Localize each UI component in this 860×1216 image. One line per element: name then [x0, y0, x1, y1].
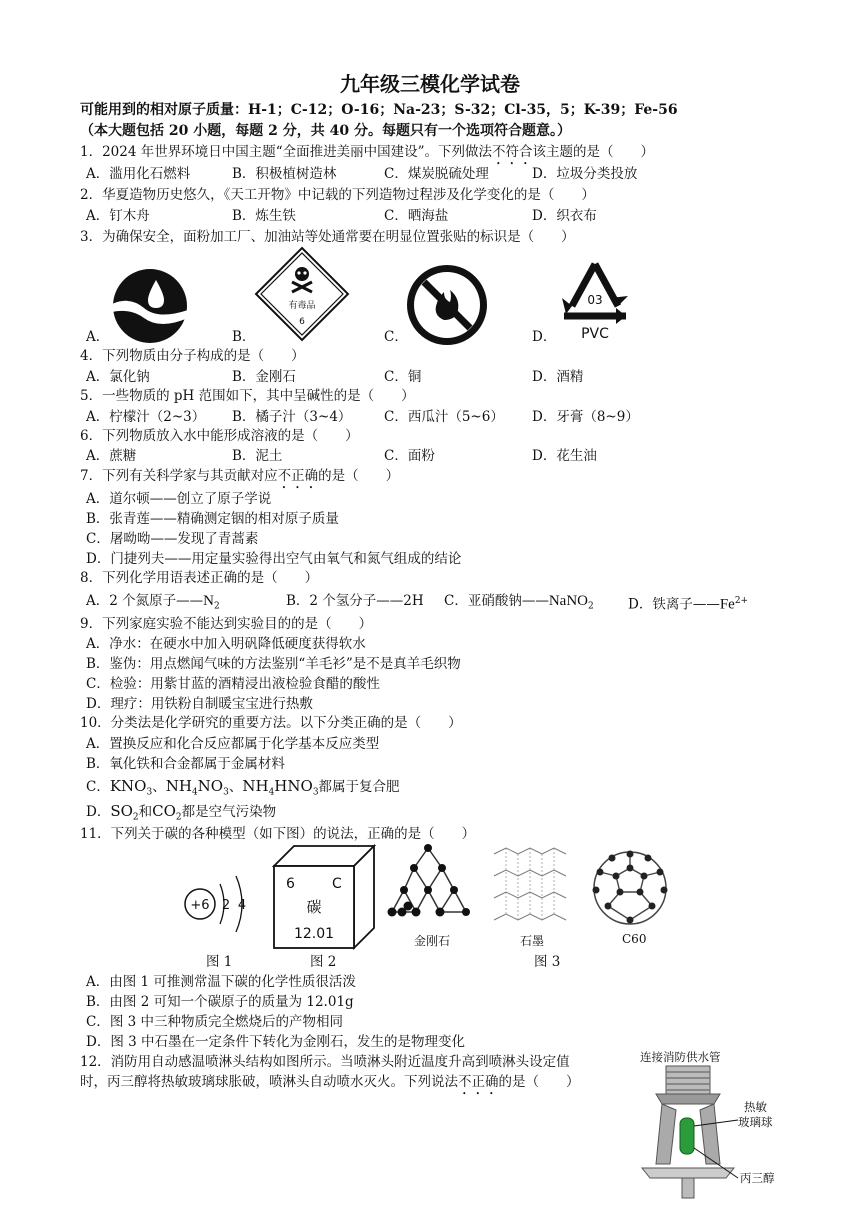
q4-option-d[interactable]: D．酒精 — [532, 369, 584, 385]
q11-option-c[interactable]: C．图 3 中三种物质完全燃烧后的产物相同 — [86, 1014, 344, 1030]
q6-option-a[interactable]: A．蔗糖 — [86, 448, 137, 464]
q9-option-c[interactable]: C．检验：用紫甘蓝的酒精浸出液检验食醋的酸性 — [86, 676, 380, 692]
graphite-label: 石墨 — [520, 934, 545, 948]
glass-ball-label-2: 玻璃球 — [738, 1115, 773, 1129]
q5-option-d[interactable]: D．牙膏（8~9） — [532, 409, 639, 425]
q3-option-d[interactable]: D． — [532, 329, 557, 345]
cell-atomic-number: 6 — [286, 876, 295, 892]
q4-option-a[interactable]: A．氯化钠 — [86, 369, 150, 385]
question-3: 3．为确保安全，面粉加工厂、加油站等处通常要在明显位置张贴的标识是（ ） — [80, 229, 575, 245]
q2-option-a[interactable]: A．钉木舟 — [86, 208, 150, 224]
sprinkler-pipe-label: 连接消防供水管 — [640, 1050, 721, 1064]
q1-option-b[interactable]: B．积极植树造林 — [232, 166, 337, 182]
recycle-number: 03 — [587, 293, 603, 307]
q2-option-d[interactable]: D．织衣布 — [532, 208, 597, 224]
q8-option-d[interactable]: D．铁离子$——Fe^{2+}$ — [628, 596, 749, 613]
q2-option-c[interactable]: C．晒海盐 — [384, 208, 449, 224]
periodic-table-cell-diagram — [270, 842, 378, 952]
q1-option-c[interactable]: C．煤炭脱硫处理 — [384, 166, 489, 182]
q8-option-c[interactable]: C．亚硝酸钠——NaNO$_2$ — [444, 593, 594, 612]
question-5: 5．一些物质的 pH 范围如下，其中呈碱性的是（ ） — [80, 388, 415, 404]
cell-atomic-mass: 12.01 — [293, 926, 335, 942]
q5-option-a[interactable]: A．柠檬汁（2~3） — [86, 409, 206, 425]
q7-option-b[interactable]: B．张青莲——精确测定铟的相对原子质量 — [86, 511, 339, 527]
q2-option-b[interactable]: B．炼生铁 — [232, 208, 296, 224]
poison-number: 6 — [299, 317, 305, 327]
q9-option-b[interactable]: B．鉴伪：用点燃闻气味的方法鉴别“羊毛衫”是不是真羊毛织物 — [86, 656, 461, 672]
section-note: （本大题包括 20 小题，每题 2 分，共 40 分。每题只有一个选项符合题意。） — [80, 123, 571, 139]
question-4: 4．下列物质由分子构成的是（ ） — [80, 348, 305, 364]
figure-3-caption: 图 3 — [534, 954, 561, 970]
page-title: 九年级三模化学试卷 — [340, 72, 520, 96]
q8-option-b[interactable]: B．2 个氢分子——2H — [286, 593, 424, 609]
q7-option-c[interactable]: C．屠呦呦——发现了青蒿素 — [86, 531, 259, 547]
water-drop-sign-icon — [110, 266, 190, 346]
question-12-line-2: 时，丙三醇将热敏玻璃球胀破，喷淋头自动喷水灭火。下列说法不正确的是（ ） — [80, 1074, 580, 1090]
q3-option-a[interactable]: A． — [86, 329, 110, 345]
c60-structure-diagram — [588, 846, 672, 930]
atomic-mass-line: 可能用到的相对原子质量：H-1；C-12；O-16；Na-23；S-32；Cl-35，5；K-39；Fe-56 — [80, 102, 678, 118]
cell-element-name: 碳 — [306, 898, 322, 916]
q11-option-d[interactable]: D．图 3 中石墨在一定条件下转化为金刚石，发生的是物理变化 — [86, 1034, 465, 1050]
q8-option-a[interactable]: A．2 个氮原子$——N_2$ — [86, 593, 220, 612]
q5-option-c[interactable]: C．西瓜汁（5~6） — [384, 409, 504, 425]
recycle-pvc-icon — [552, 258, 638, 344]
q10-option-c[interactable]: C．$KNO_3$、$NH_4NO_3$、$NH_4HNO_3$都属于复合肥 — [86, 777, 400, 798]
poison-label: 有毒品 — [288, 301, 316, 311]
q11-option-b[interactable]: B．由图 2 可知一个碳原子的质量为 12.01g — [86, 994, 354, 1010]
question-12-line-1: 12．消防用自动感温喷淋头结构如图所示。当喷淋头附近温度升高到喷淋头设定值 — [80, 1054, 570, 1070]
q1-option-a[interactable]: A．滥用化石燃料 — [86, 166, 191, 182]
recycle-label: PVC — [581, 326, 609, 342]
question-7: 7．下列有关科学家与其贡献对应不正确的是（ ） — [80, 468, 400, 484]
q1-option-d[interactable]: D．垃圾分类投放 — [532, 166, 638, 182]
poison-diamond-sign-icon — [254, 246, 350, 342]
q4-option-c[interactable]: C．铜 — [384, 369, 422, 385]
question-11: 11．下列关于碳的各种模型（如下图）的说法，正确的是（ ） — [80, 826, 476, 842]
question-6: 6．下列物质放入水中能形成溶液的是（ ） — [80, 428, 359, 444]
shell-2-label: 4 — [237, 898, 247, 913]
q11-option-a[interactable]: A．由图 1 可推测常温下碳的化学性质很活泼 — [86, 974, 356, 990]
question-8: 8．下列化学用语表述正确的是（ ） — [80, 570, 319, 586]
c60-label: C60 — [622, 932, 647, 946]
figure-1-caption: 图 1 — [206, 954, 233, 970]
q5-option-b[interactable]: B．橘子汁（3~4） — [232, 409, 352, 425]
q7-option-d[interactable]: D．门捷列夫——用定量实验得出空气由氧气和氮气组成的结论 — [86, 551, 462, 567]
question-2: 2．华夏造物历史悠久，《天工开物》中记载的下列造物过程涉及化学变化的是（ ） — [80, 187, 595, 203]
glass-ball-label-1: 热敏 — [744, 1100, 767, 1114]
cell-symbol: C — [332, 876, 342, 892]
question-1: 1．2024 年世界环境日中国主题“全面推进美丽中国建设”。下列做法不符合该主题的是（ ） — [80, 144, 655, 160]
q10-option-a[interactable]: A．置换反应和化合反应都属于化学基本反应类型 — [86, 736, 380, 752]
question-10: 10．分类法是化学研究的重要方法。以下分类正确的是（ ） — [80, 715, 462, 731]
no-fire-sign-icon — [404, 262, 490, 348]
q9-option-d[interactable]: D．理疗：用铁粉自制暖宝宝进行热敷 — [86, 696, 313, 712]
q6-option-c[interactable]: C．面粉 — [384, 448, 435, 464]
diamond-structure-diagram — [384, 840, 472, 930]
shell-1-label: 2 — [221, 898, 231, 913]
carbon-atom-structure-diagram — [180, 856, 262, 950]
q7-option-a[interactable]: A．道尔顿——创立了原子学说 — [86, 491, 272, 507]
graphite-structure-diagram — [490, 842, 574, 930]
fire-sprinkler-diagram — [636, 1064, 846, 1214]
figure-2-caption: 图 2 — [310, 954, 337, 970]
glycerol-label: 丙三醇 — [740, 1171, 775, 1185]
q6-option-d[interactable]: D．花生油 — [532, 448, 597, 464]
q9-option-a[interactable]: A．净水：在硬水中加入明矾降低硬度获得软水 — [86, 636, 366, 652]
atom-nucleus-label: +6 — [190, 898, 210, 913]
q4-option-b[interactable]: B．金刚石 — [232, 369, 296, 385]
q6-option-b[interactable]: B．泥土 — [232, 448, 283, 464]
q10-option-d[interactable]: D．$SO_2$和$CO_2$都是空气污染物 — [86, 802, 277, 823]
q3-option-b[interactable]: B． — [232, 329, 256, 345]
q10-option-b[interactable]: B．氧化铁和合金都属于金属材料 — [86, 756, 285, 772]
question-9: 9．下列家庭实验不能达到实验目的的是（ ） — [80, 616, 373, 632]
q3-option-c[interactable]: C． — [384, 329, 408, 345]
diamond-label: 金刚石 — [414, 934, 451, 948]
